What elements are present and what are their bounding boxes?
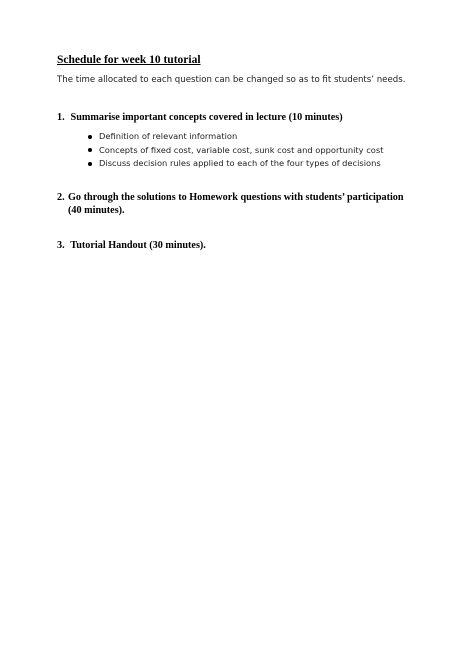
section-3-text: Tutorial Handout (30 minutes).: [70, 240, 206, 251]
bullet-text: Concepts of fixed cost, variable cost, sunk cost and opportunity cost: [99, 144, 384, 155]
bullet-icon: [88, 135, 92, 139]
list-item: [88, 131, 383, 145]
section-1-number: 1.: [57, 112, 65, 123]
list-item: [88, 145, 383, 159]
section-2-number: 2.: [57, 192, 65, 203]
section-2-text-line1: Go through the solutions to Homework questions with students’ participation: [68, 192, 404, 203]
section-1-text: Summarise important concepts covered in lecture (10 minutes): [70, 112, 343, 123]
bullet-icon: [88, 148, 92, 152]
intro-paragraph: The time allocated to each question can be changed so as to fit students’ needs.: [57, 75, 406, 85]
section-2-heading: [57, 191, 404, 217]
section-1-bullet-list: [88, 131, 383, 172]
list-item: [88, 158, 383, 172]
bullet-text: Discuss decision rules applied to each of the four types of decisions: [99, 158, 381, 168]
bullet-text: Definition of relevant information: [99, 131, 238, 141]
page-title: Schedule for week 10 tutorial: [57, 54, 201, 66]
section-3-heading: [57, 239, 206, 252]
section-2-text-line2: (40 minutes).: [68, 205, 125, 216]
section-3-number: 3.: [57, 240, 65, 251]
bullet-icon: [88, 162, 92, 166]
section-1-heading: [57, 111, 343, 124]
